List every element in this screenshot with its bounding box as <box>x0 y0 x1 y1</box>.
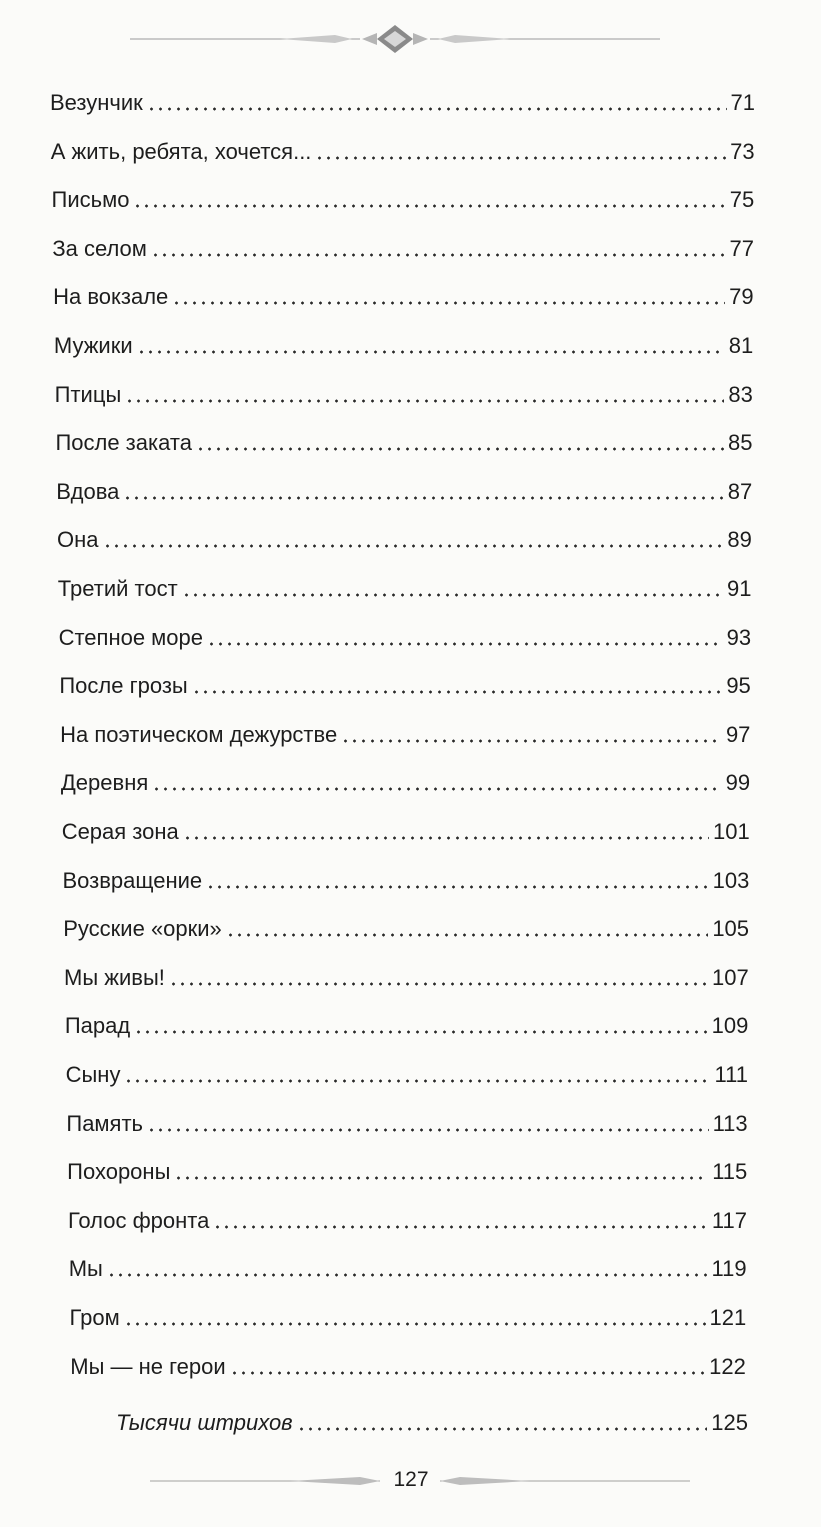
toc-dot-leader <box>341 739 722 743</box>
toc-entry-page: 91 <box>727 576 752 601</box>
toc-entry-page: 95 <box>726 673 751 699</box>
toc-dot-leader <box>182 593 723 597</box>
toc-entry-title: Память <box>66 1110 143 1136</box>
toc-entry-title: После грозы <box>59 673 188 699</box>
toc-entry-page: 97 <box>725 721 751 747</box>
toc-dot-leader <box>183 836 709 840</box>
toc-entry <box>69 1250 747 1282</box>
toc-entry <box>57 521 752 553</box>
toc-entry-title: Степное море <box>58 624 204 650</box>
toc-entry <box>51 133 755 165</box>
toc-dot-leader <box>207 642 723 646</box>
toc-entry-title: Мы <box>68 1256 103 1282</box>
toc-entry-title: Птицы <box>54 381 122 407</box>
toc-dot-leader <box>152 787 721 791</box>
toc-entry <box>63 910 749 942</box>
toc-entry-page: 122 <box>709 1353 746 1379</box>
toc-entry-title: Возвращение <box>62 867 203 893</box>
toc-dot-leader <box>174 1176 708 1180</box>
toc-entry <box>59 667 750 699</box>
toc-entry <box>54 327 753 359</box>
toc-dot-leader <box>147 1128 709 1132</box>
toc-entry-page: 117 <box>711 1207 747 1233</box>
toc-dot-leader <box>213 1225 708 1229</box>
toc-dot-leader <box>125 399 724 403</box>
toc-entry-page: 109 <box>711 1013 749 1039</box>
toc-entry-page: 93 <box>726 624 752 650</box>
toc-entry <box>52 181 755 213</box>
toc-entry-title: Голос фронта <box>67 1207 210 1233</box>
toc-entry <box>56 473 752 505</box>
toc-entry-page: 125 <box>711 1409 748 1435</box>
toc-dot-leader <box>103 544 724 548</box>
toc-entry <box>66 1056 748 1088</box>
toc-entry-page: 121 <box>709 1305 747 1330</box>
toc-entry-page: 79 <box>729 284 754 310</box>
toc-entry-title: Русские «орки» <box>63 916 222 942</box>
toc-dot-leader <box>124 1322 706 1326</box>
toc-entry-title: Парад <box>64 1013 131 1039</box>
toc-entry-page: 107 <box>711 964 749 990</box>
toc-entry-title: Сыну <box>65 1062 121 1087</box>
footer-ornament-left <box>150 1474 380 1488</box>
toc-entry-page: 71 <box>730 90 755 115</box>
toc-dot-leader <box>192 690 723 694</box>
toc-entry-title: Гром <box>69 1305 120 1330</box>
top-ornament <box>130 22 660 56</box>
toc-entry-page: 99 <box>725 770 751 796</box>
toc-entry <box>70 1299 747 1331</box>
toc-entry-page: 77 <box>729 235 754 261</box>
toc-entry-title: На вокзале <box>53 284 169 310</box>
toc-entry <box>50 84 755 116</box>
toc-dot-leader <box>137 350 725 354</box>
toc-entry <box>67 1153 747 1185</box>
toc-entry-title: Деревня <box>60 770 149 796</box>
page-number: 127 <box>393 1468 429 1491</box>
toc-entry-title: Вдова <box>56 478 120 504</box>
toc-entry <box>62 813 750 845</box>
toc-dot-leader <box>107 1273 708 1277</box>
toc-dot-leader <box>230 1371 705 1375</box>
toc-entry <box>60 716 750 748</box>
toc-entry-title: На поэтическом дежурстве <box>60 721 338 747</box>
toc-entry <box>53 278 753 310</box>
toc-entry <box>68 1202 747 1234</box>
toc-dot-leader <box>134 1030 707 1034</box>
toc-entry-page: 89 <box>727 527 752 553</box>
toc-entry-page: 85 <box>728 430 753 456</box>
toc-entry-page: 113 <box>712 1110 748 1136</box>
toc-entry-page: 83 <box>728 381 753 407</box>
footer-ornament-right <box>440 1474 690 1488</box>
toc-entry-title: За селом <box>52 235 147 261</box>
toc-dot-leader <box>206 885 709 889</box>
toc-entry-title: Похороны <box>67 1159 171 1185</box>
toc-entry <box>59 619 752 651</box>
toc-dot-leader <box>226 933 709 937</box>
toc-entry <box>65 1007 749 1039</box>
toc-entry <box>55 376 753 408</box>
page-footer <box>0 1462 821 1502</box>
toc-dot-leader <box>133 204 725 208</box>
toc-entry-page: 87 <box>727 478 753 504</box>
toc-entry-title: Мужики <box>53 333 133 358</box>
toc-entry-page: 101 <box>713 819 750 844</box>
toc-entry-page: 115 <box>712 1159 748 1185</box>
toc-final-entry <box>116 1404 748 1436</box>
toc-entry-title: Мы — не герои <box>70 1353 226 1379</box>
toc-dot-leader <box>123 496 723 500</box>
toc-entry-page: 105 <box>712 916 750 942</box>
toc-entry-title: После заката <box>55 430 192 456</box>
toc-entry-page: 111 <box>714 1062 748 1087</box>
toc-dot-leader <box>172 301 725 305</box>
toc-entry <box>58 570 752 602</box>
toc-entry-page: 73 <box>730 138 755 164</box>
toc-dot-leader <box>196 447 724 451</box>
toc-entry <box>66 1105 747 1137</box>
toc-dot-leader <box>147 107 727 111</box>
toc-entry-title: Тысячи штрихов <box>116 1409 293 1435</box>
toc-entry-page: 81 <box>728 333 754 358</box>
toc-dot-leader <box>297 1427 708 1431</box>
toc-entry-title: А жить, ребята, хочется... <box>50 138 312 164</box>
toc-dot-leader <box>315 156 726 160</box>
toc-dot-leader <box>124 1079 710 1083</box>
toc-entry-page: 75 <box>729 187 755 213</box>
toc-entry-title: Третий тост <box>57 576 178 601</box>
toc-entry <box>61 764 750 796</box>
toc-entry-title: Серая зона <box>61 819 179 844</box>
toc-dot-leader <box>169 982 708 986</box>
toc-entry-title: Письмо <box>51 187 130 213</box>
toc-entry-title: Она <box>57 527 99 553</box>
toc-entry-title: Мы живы! <box>64 964 165 990</box>
toc-entry-page: 119 <box>711 1256 747 1282</box>
toc-entry <box>64 959 749 991</box>
toc-dot-leader <box>151 253 726 257</box>
toc-entry-title: Везунчик <box>50 90 143 115</box>
toc-entry-page: 103 <box>712 867 750 893</box>
toc-entry <box>52 230 754 262</box>
toc-entry <box>62 862 749 894</box>
toc-entry <box>70 1348 746 1380</box>
toc-entry <box>55 424 752 456</box>
